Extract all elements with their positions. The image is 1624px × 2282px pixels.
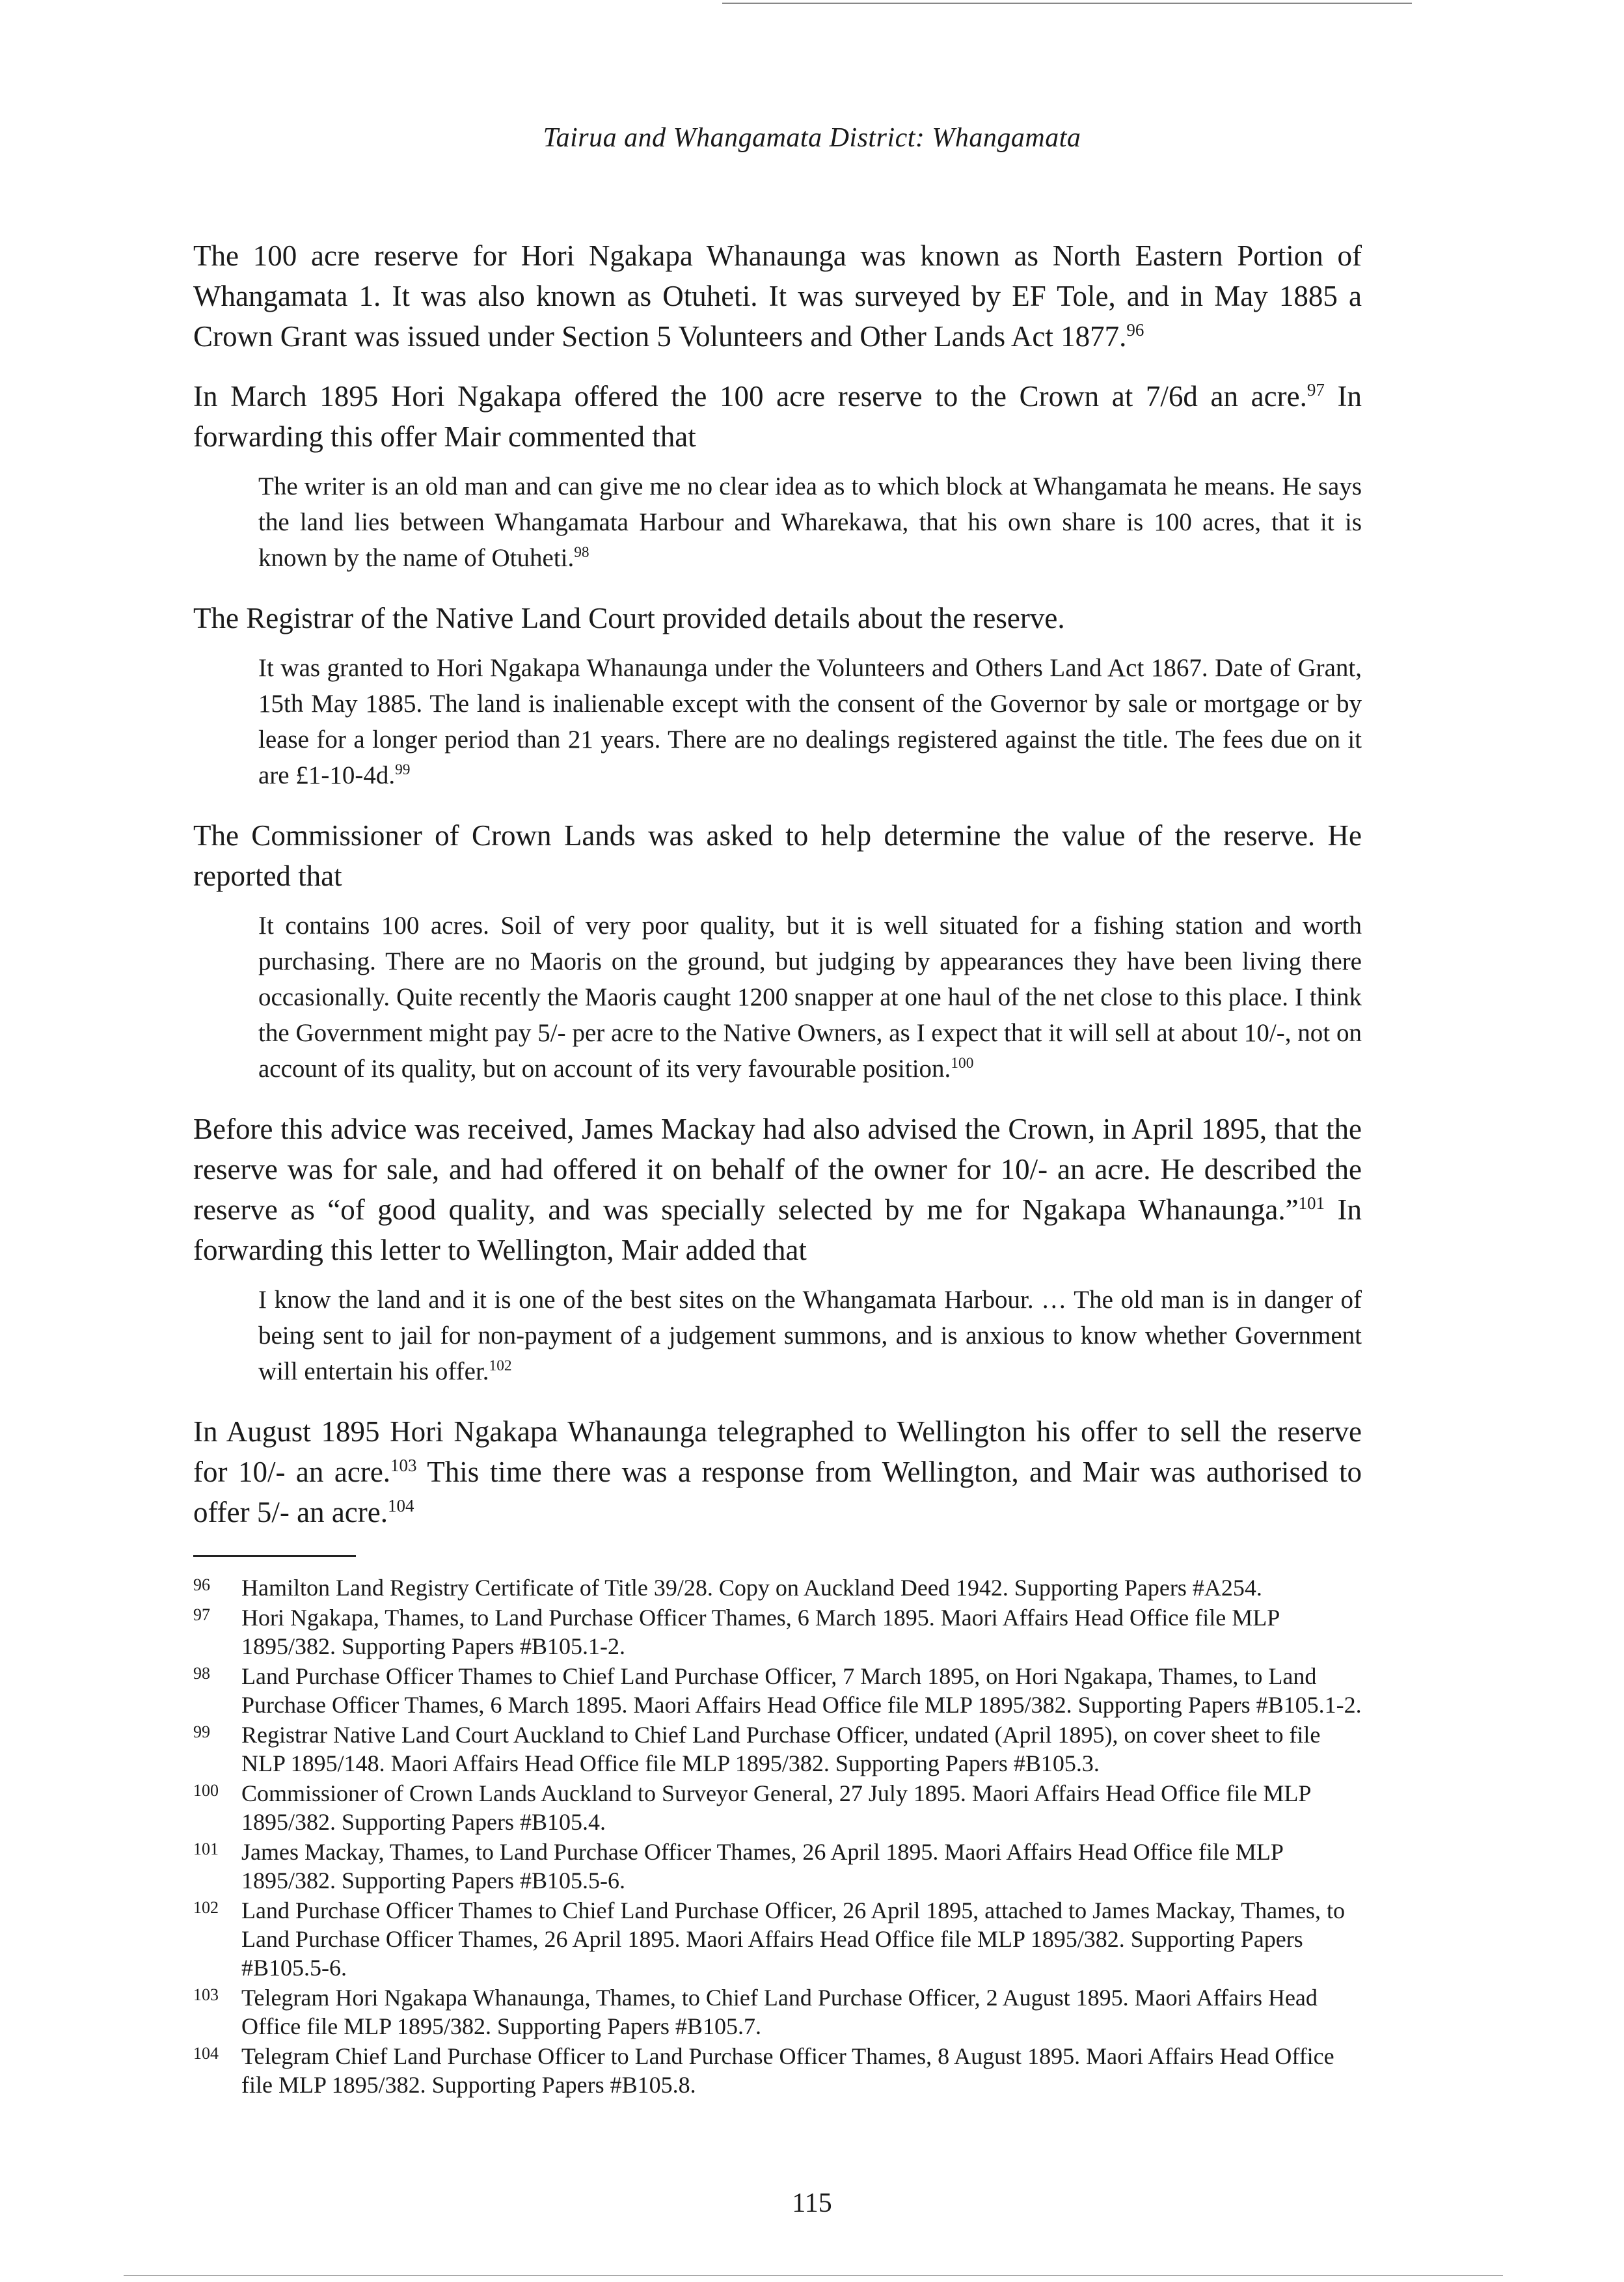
quote-3: It contains 100 acres. Soil of very poor quality, but it is well situated for a fishing station and worth purchasing. There are no Maoris on the ground, but judging by appearances they have been living there occasionally. Quite recently the Maoris caught 1200 snapper at one haul of the net close to this place. I think the Government might pay 5/- per acre to the Native Owners, as I expect that it will sell at about 10/-, not on account of its quality, but on account of its very favourable position.$^{100}$ <box>258 912 1362 1083</box>
footnote-text: James Mackay, Thames, to Land Purchase Officer Thames, 26 April 1895. Maori Affairs Head Office file MLP 1895/382. Supporting Papers #B105.5-6. <box>241 1839 1283 1894</box>
footnote <box>193 2042 1362 2099</box>
page-number: 115 <box>792 2188 832 2218</box>
body-text <box>193 236 1362 1532</box>
footnote-text: Hori Ngakapa, Thames, to Land Purchase Officer Thames, 6 March 1895. Maori Affairs Head Office file MLP 1895/382. Supporting Papers #B105.1-2. <box>241 1605 1279 1659</box>
footnote <box>193 1779 1362 1836</box>
top-rule <box>722 3 1412 4</box>
footnote-ref[interactable]: 102 <box>489 1357 512 1374</box>
footnote-text: Land Purchase Officer Thames to Chief Land Purchase Officer, 26 April 1895, attached to James Mackay, Thames, to Land Purchase Officer Thames, 26 April 1895. Maori Affairs Head Office file MLP 1895/382. Supporting Papers #B105.5-6. <box>241 1897 1346 1981</box>
paragraph-2: In March 1895 Hori Ngakapa offered the 100 acre reserve to the Crown at 7/6d an acre.$^{97}$ In forwarding this offer Mair commented that <box>193 380 1362 453</box>
footnote-ref[interactable]: 104 <box>387 1496 414 1515</box>
footnote-ref[interactable]: 103 <box>390 1456 417 1475</box>
footnote-number: 96 <box>193 1575 210 1594</box>
footnote-rule <box>193 1555 356 1557</box>
footnote-ref[interactable]: 100 <box>951 1055 974 1072</box>
footnote <box>193 1896 1362 1982</box>
paragraph-4: The Commissioner of Crown Lands was asked to help determine the value of the reserve. He reported that <box>193 819 1362 892</box>
footnote-text: Telegram Hori Ngakapa Whanaunga, Thames, to Chief Land Purchase Officer, 2 August 1895. Maori Affairs Head Office file MLP 1895/382. Supporting Papers #B105.7. <box>241 1985 1318 2039</box>
footnote-number: 97 <box>193 1605 210 1624</box>
footnote-ref[interactable]: 98 <box>574 544 589 561</box>
bottom-rule <box>124 2275 1503 2276</box>
footnote-number: 99 <box>193 1722 210 1741</box>
footnote-number: 102 <box>193 1898 219 1917</box>
paragraph-3: The Registrar of the Native Land Court provided details about the reserve. <box>193 602 1065 634</box>
footnote-number: 98 <box>193 1664 210 1683</box>
paragraph-5: Before this advice was received, James Mackay had also advised the Crown, in April 1895, that the reserve was for sale, and had offered it on behalf of the owner for 10/- an acre. He described the reserve as “of good quality, and was specially selected by me for Ngakapa Whanaunga.”$^{101}$ In forwarding this letter to Wellington, Mair added that <box>193 1113 1362 1266</box>
footnote-number: 100 <box>193 1781 219 1800</box>
quote-1: The writer is an old man and can give me no clear idea as to which block at Whangamata he means. He says the land lies between Whangamata Harbour and Wharekawa, that his own share is 100 acres, that it is known by the name of Otuheti.$^{98}$ <box>258 472 1362 572</box>
running-head: Tairua and Whangamata District: Whangamata <box>543 123 1081 153</box>
footnote-number: 103 <box>193 1985 219 2004</box>
footnote-text: Hamilton Land Registry Certificate of Title 39/28. Copy on Auckland Deed 1942. Supporting Papers #A254. <box>241 1575 1262 1601</box>
footnote-ref[interactable]: 96 <box>1126 320 1144 340</box>
footnote <box>193 1573 1362 1602</box>
paragraph-1: The 100 acre reserve for Hori Ngakapa Whanaunga was known as North Eastern Portion of Whangamata 1. It was also known as Otuheti. It was surveyed by EF Tole, and in May 1885 a Crown Grant was issued under Section 5 Volunteers and Other Lands Act 1877.96 <box>193 239 1362 353</box>
footnote-ref[interactable]: 101 <box>1298 1193 1325 1213</box>
quote-2: It was granted to Hori Ngakapa Whanaunga under the Volunteers and Others Land Act 1867. Date of Grant, 15th May 1885. The land is inalienable except with the consent of the Governor by sale or mortgage or by lease for a longer period than 21 years. There are no dealings registered against the title. The fees due on it are £1-10-4d.$^{99}$ <box>258 654 1362 789</box>
footnote-ref[interactable]: 97 <box>1306 380 1325 400</box>
footnote <box>193 1662 1362 1719</box>
footnotes <box>193 1573 1362 2100</box>
quote-4: I know the land and it is one of the best sites on the Whangamata Harbour. … The old man is in danger of being sent to jail for non-payment of a judgement summons, and is anxious to know whether Government will entertain his offer.$^{102}$ <box>258 1286 1362 1385</box>
footnote-text: Commissioner of Crown Lands Auckland to Surveyor General, 27 July 1895. Maori Affairs Head Office file MLP 1895/382. Supporting Papers #B105.4. <box>241 1780 1311 1835</box>
footnote <box>193 1983 1362 2041</box>
footnote <box>193 1838 1362 1895</box>
paragraph-6: In August 1895 Hori Ngakapa Whanaunga telegraphed to Wellington his offer to sell the reserve for 10/- an acre.$^{103}$ This time there was a response from Wellington, and Mair was authorised to offer 5/- an acre.$^{104}$ <box>193 1415 1362 1528</box>
footnote-ref[interactable]: 99 <box>395 761 411 778</box>
footnote-text: Registrar Native Land Court Auckland to Chief Land Purchase Officer, undated (April 1895), on cover sheet to file NLP 1895/148. Maori Affairs Head Office file MLP 1895/382. Supporting Papers #B105.3. <box>241 1722 1321 1776</box>
footnote-number: 104 <box>193 2044 219 2063</box>
footnote-text: Land Purchase Officer Thames to Chief Land Purchase Officer, 7 March 1895, on Hori Ngakapa, Thames, to Land Purchase Officer Thames, 6 March 1895. Maori Affairs Head Office file MLP 1895/382. Supporting Papers #B105.1-2. <box>241 1663 1362 1718</box>
footnote-text: Telegram Chief Land Purchase Officer to Land Purchase Officer Thames, 8 August 1895. Maori Affairs Head Office file MLP 1895/382. Supporting Papers #B105.8. <box>241 2043 1334 2098</box>
footnote-number: 101 <box>193 1840 219 1858</box>
footnote <box>193 1603 1362 1661</box>
footnote <box>193 1720 1362 1778</box>
